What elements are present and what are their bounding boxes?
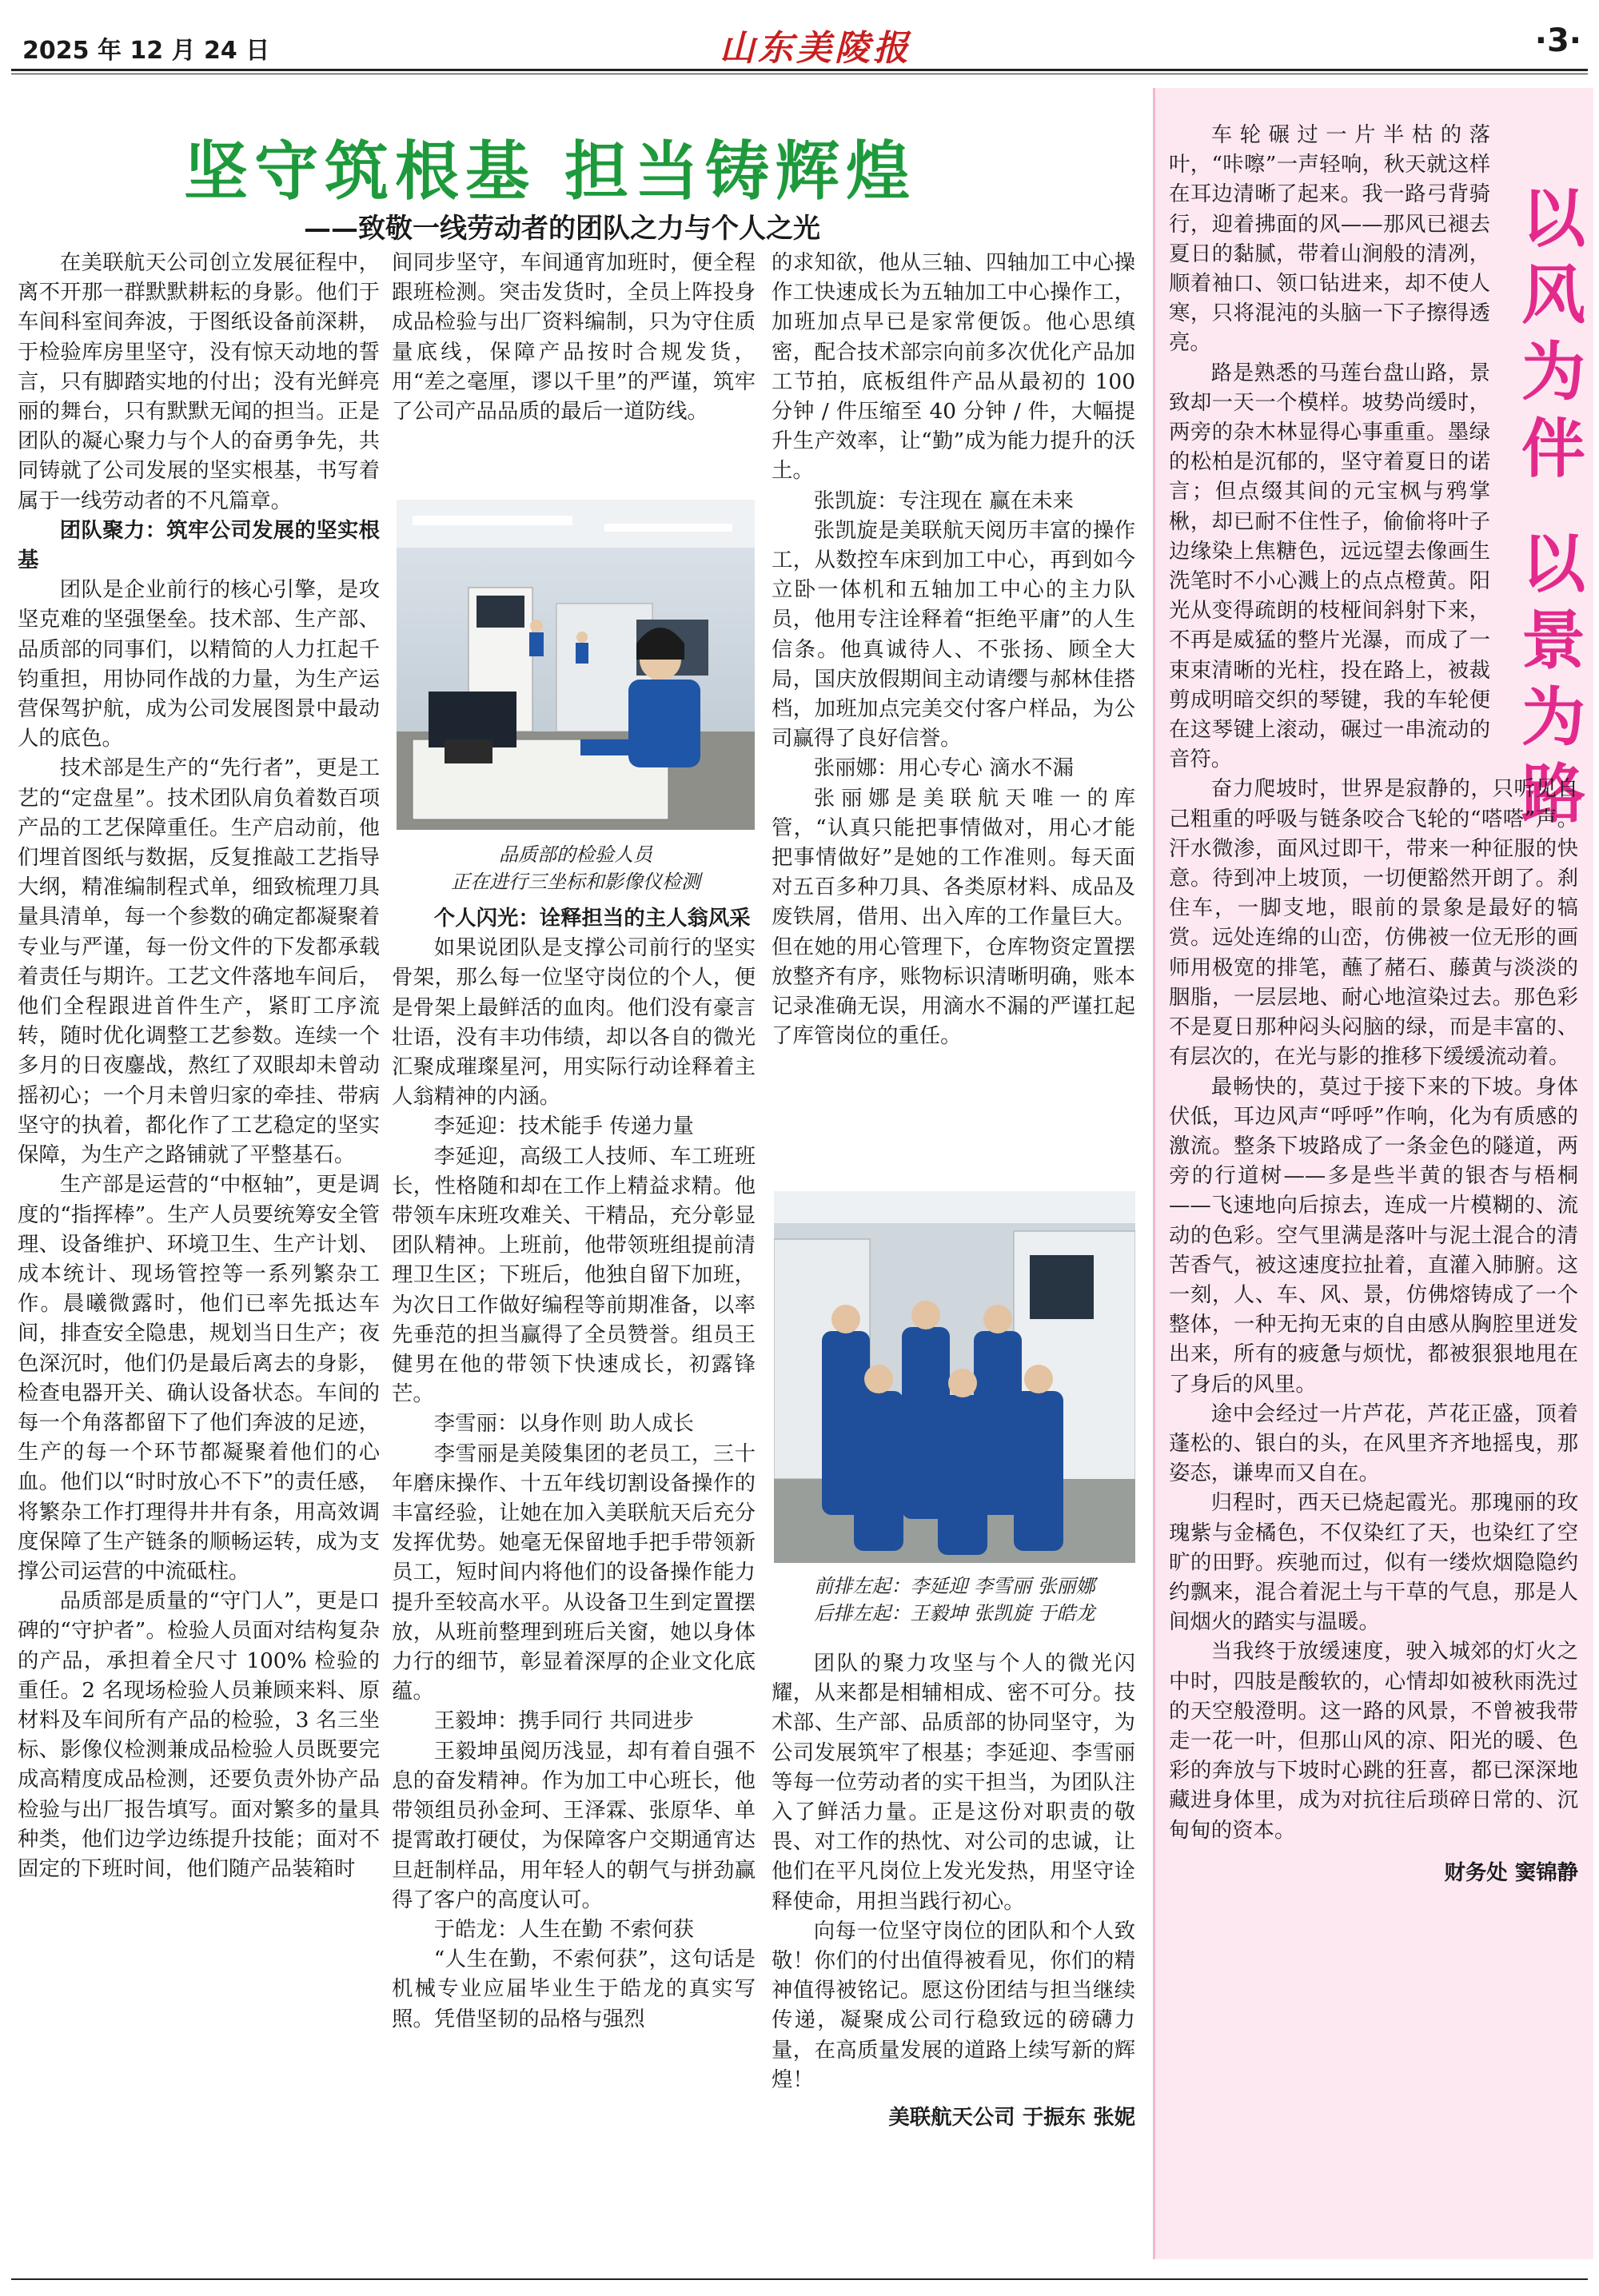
paragraph: 的求知欲，他从三轴、四轴加工中心操作工快速成长为五轴加工中心操作工，加班加点早已是家常便饭。他心思缜密，配合技术部宗向前多次优化产品加工节拍，底板组件产品从最初的 100 分钟 / 件压缩至 40 分钟 / 件，大幅提升生产效率，让“勤”成为能力提升的沃土。 bbox=[772, 250, 1135, 484]
article-title: 坚守筑根基 担当铸辉煌 bbox=[184, 134, 916, 209]
essay-body bbox=[1169, 120, 1578, 1887]
article-column-3-bottom bbox=[772, 1648, 1135, 2132]
issue-date: 2025 年 12 月 24 日 bbox=[22, 37, 270, 65]
article-subtitle: ——致敬一线劳动者的团队之力与个人之光 bbox=[304, 213, 820, 245]
profile-heading: 张凯旋：专注现在 赢在未来 bbox=[813, 488, 1074, 513]
vertical-title-char: 为 bbox=[1521, 334, 1585, 409]
article-column-1 bbox=[18, 248, 380, 1883]
header-rule bbox=[11, 69, 1588, 71]
vertical-title-char: 以 bbox=[1521, 181, 1585, 256]
profile-heading: 张丽娜：用心专心 滴水不漏 bbox=[813, 755, 1074, 781]
page-number: ·3· bbox=[1534, 22, 1581, 59]
essay-paragraph: 途中会经过一片芦花，芦花正盛，顶着蓬松的、银白的头，在风里齐齐地摇曳，那姿态，谦卑而又自在。 bbox=[1169, 1401, 1578, 1486]
article-column-2-top bbox=[392, 248, 756, 426]
essay-paragraph: 路是熟悉的马莲台盘山路，景致却一天一个模样。坡势尚缓时，两旁的杂木林显得心事重重。墨绿的松柏是沉郁的，坚守着夏日的诺言；但点缀其间的元宝枫与鸦掌楸，却已耐不住性子，偷偷将叶子边缘染上焦糖色，远远望去像画生洗笔时不小心溅上的点点橙黄。阳光从变得疏朗的枝桠间斜射下来，不再是威猛的整片光瀑，而成了一束束清晰的光柱，投在路上，被裁剪成明暗交织的琴键，我的车轮便在这琴键上滚动，碾过一串流动的音符。 bbox=[1169, 360, 1490, 772]
paragraph: 王毅坤虽阅历浅显，却有着自强不息的奋发精神。作为加工中心班长，他带领组员孙金珂、王泽霖、张原华、单提霄敢打硬仗，为保障客户交期通宵达旦赶制样品，用年轻人的朝气与拼劲赢得了客户的高度认可。 bbox=[392, 1738, 756, 1912]
footer-rule bbox=[11, 2278, 1588, 2280]
section-heading: 团队聚力：筑牢公司发展的坚实根基 bbox=[18, 517, 380, 573]
essay-paragraph: 当我终于放缓速度，驶入城郊的灯火之中时，四肢是酸软的，心情却如被秋雨洗过的天空般澄明。这一路的风景，不曾被我带走一花一叶，但那山风的凉、阳光的暖、色彩的奔放与下坡时心跳的狂喜，都已深深地藏进身体里，成为对抗往后琐碎日常的、沉甸甸的资本。 bbox=[1169, 1639, 1578, 1843]
paragraph: 品质部是质量的“守门人”，更是口碑的“守护者”。检验人员面对结构复杂的产品，承担着全尺寸 100% 检验的重任。2 名现场检验人员兼顾来料、原材料及车间所有产品的检验，3 名三坐标、影像仪检测兼成品检验人员既要完成高精度成品检测，还要负责外协产品检验与出厂报告填写。面对繁多的量具种类，他们边学边练提升技能；面对不固定的下班时间，他们随产品装箱时 bbox=[18, 1588, 380, 1881]
profile-heading: 于皓龙：人生在勤 不索何获 bbox=[433, 1916, 694, 1942]
paragraph: 向每一位坚守岗位的团队和个人致敬！你们的付出值得被看见，你们的精神值得被铭记。愿这份团结与担当继续传递，凝聚成公司行稳致远的磅礴力量，在高质量发展的道路上续写新的辉煌！ bbox=[772, 1918, 1135, 2092]
essay-paragraph: 归程时，西天已烧起霞光。那瑰丽的玫瑰紫与金橘色，不仅染红了天，也染红了空旷的田野。疾驰而过，似有一缕炊烟隐隐约约飘来，混合着泥土与干草的气息，那是人间烟火的踏实与温暖。 bbox=[1169, 1490, 1578, 1635]
vertical-title-char: 以 bbox=[1521, 526, 1585, 601]
essay-paragraph: 车轮碾过一片半枯的落叶，“咔嚓”一声轻响，秋天就这样在耳边清晰了起来。我一路弓背骑行，迎着拂面的风——那风已褪去夏日的黏腻，带着山涧般的清冽，顺着袖口、领口钻进来，却不使人寒，只将混沌的头脑一下子擦得透亮。 bbox=[1169, 122, 1490, 356]
paragraph: 如果说团队是支撑公司前行的坚实骨架，那么每一位坚守岗位的个人，便是骨架上最鲜活的血肉。他们没有豪言壮语，没有丰功伟绩，却以各自的微光汇聚成璀璨星河，用实际行动诠释着主人翁精神的内涵。 bbox=[392, 935, 756, 1110]
essay-paragraph: 最畅快的，莫过于接下来的下坡。身体伏低，耳边风声“呼呼”作响，化为有质感的激流。整条下坡路成了一条金色的隧道，两旁的行道树——多是些半黄的银杏与梧桐——飞速地向后掠去，连成一片模糊的、流动的色彩。空气里满是落叶与泥土混合的清苦香气，被这速度拉扯着，直灌入肺腑。这一刻，人、车、风、景，仿佛熔铸成了一个整体，一种无拘无束的自由感从胸腔里迸发出来，所有的疲惫与烦忧，都被狠狠地甩在了身后的风里。 bbox=[1169, 1074, 1578, 1397]
vertical-title-char: 伴 bbox=[1521, 411, 1585, 486]
profile-heading: 李雪丽：以身作则 助人成长 bbox=[433, 1411, 694, 1437]
article-signature: 美联航天公司 于振东 张妮 bbox=[888, 2105, 1135, 2131]
newspaper-logo: 山东美陵报 bbox=[720, 28, 911, 69]
caption-line-1: 品质部的检验人员 bbox=[499, 843, 652, 866]
paragraph: 张凯旋是美联航天阅历丰富的操作工，从数控车床到加工中心，再到如今立卧一体机和五轴加工中心的主力队员，他用专注诠释着“拒绝平庸”的人生信条。他真诚待人、不张扬、顾全大局，国庆放假期间主动请缨与郝林佳搭档，加班加点完美交付客户样品，为公司赢得了良好信誉。 bbox=[772, 517, 1135, 751]
caption-line-1: 前排左起：李延迎 李雪丽 张丽娜 bbox=[814, 1575, 1095, 1597]
paragraph: “人生在勤，不索何获”，这句话是机械专业应届毕业生于皓龙的真实写照。凭借坚韧的品格与强烈 bbox=[392, 1947, 756, 2031]
caption-line-2: 正在进行三坐标和影像仪检测 bbox=[451, 871, 700, 893]
inspection-photo-caption bbox=[397, 841, 755, 895]
caption-line-2: 后排左起：王毅坤 张凯旋 于皓龙 bbox=[814, 1602, 1095, 1624]
profile-heading: 李延迎：技术能手 传递力量 bbox=[433, 1114, 694, 1139]
paragraph: 张丽娜是美联航天唯一的库管，“认真只能把事情做对，用心才能把事情做好”是她的工作准则。每天面对五百多种刀具、各类原材料、成品及废铁屑，借用、出入库的工作量巨大。但在她的用心管理下，仓库物资定置摆放整齐有序，账物标识清晰明确，账本记录准确无误，用滴水不漏的严谨扛起了库管岗位的重任。 bbox=[772, 785, 1135, 1049]
paragraph: 生产部是运营的“中枢轴”，更是调度的“指挥棒”。生产人员要统筹安全管理、设备维护、环境卫生、生产计划、成本统计、现场管控等一系列繁杂工作。晨曦微露时，他们已率先抵达车间，排查安全隐患，规划当日生产；夜色深沉时，他们仍是最后离去的身影，检查电器开关、确认设备状态。车间的每一个角落都留下了他们奔波的足迹，生产的每一个环节都凝聚着他们的心血。他们以“时时放心不下”的责任感，将繁杂工作打理得井井有条，用高效调度保障了生产链条的顺畅运转，成为支撑公司运营的中流砥柱。 bbox=[18, 1172, 380, 1584]
inspection-photo bbox=[397, 500, 755, 830]
paragraph: 团队是企业前行的核心引擎，是攻坚克难的坚强堡垒。技术部、生产部、品质部的同事们，以精简的人力扛起千钧重担，用协同作战的力量，为生产运营保驾护航，成为公司发展图景中最动人的底色。 bbox=[18, 577, 380, 751]
profile-heading: 王毅坤：携手同行 共同进步 bbox=[433, 1708, 694, 1734]
team-photo-caption bbox=[774, 1573, 1135, 1627]
team-photo bbox=[774, 1191, 1135, 1563]
paragraph: 技术部是生产的“先行者”，更是工艺的“定盘星”。技术团队肩负着数百项产品的工艺保障重任。生产启动前，他们埋首图纸与数据，反复推敲工艺指导大纲，精准编制程式单，细致梳理刀具量具清单，每一个参数的确定都凝聚着专业与严谨，每一份文件的下发都承载着责任与期许。工艺文件落地车间后，他们全程跟进首件生产，紧盯工序流转，随时优化调整工艺参数。连续一个多月的日夜鏖战，熬红了双眼却未曾动摇初心；一个月未曾归家的牵挂、带病坚守的执着，都化作了工艺稳定的坚实保障，为生产之路铺就了平整基石。 bbox=[18, 755, 380, 1168]
article-column-2-bottom bbox=[392, 903, 756, 2034]
vertical-title-char: 风 bbox=[1521, 257, 1585, 333]
vertical-title-char: 景 bbox=[1521, 603, 1585, 678]
paragraph: 间同步坚守，车间通宵加班时，便全程跟班检测。突击发货时，全员上阵投身成品检验与出厂资料编制，只为守住质量底线，保障产品按时合规发货，用“差之毫厘，谬以千里”的严谨，筑牢了公司产品品质的最后一道防线。 bbox=[392, 250, 756, 425]
vertical-title-char: 路 bbox=[1521, 756, 1585, 831]
paragraph: 团队的聚力攻坚与个人的微光闪耀，从来都是相辅相成、密不可分。技术部、生产部、品质部的协同坚守，为公司发展筑牢了根基；李延迎、李雪丽等每一位劳动者的实干担当，为团队注入了鲜活力量。正是这份对职责的敬畏、对工作的热忱、对公司的忠诚，让他们在平凡岗位上发光发热，用坚守诠释使命，用担当践行初心。 bbox=[772, 1651, 1135, 1914]
paragraph: 李延迎，高级工人技师、车工班班长，性格随和却在工作上精益求精。他带领车床班攻难关、干精品，充分彰显团队精神。上班前，他带领班组提前清理卫生区；下班后，他独自留下加班，为次日工作做好编程等前期准备，以率先垂范的担当赢得了全员赞誉。组员王健男在他的带领下快速成长，初露锋芒。 bbox=[392, 1143, 756, 1407]
section-heading: 个人闪光：诠释担当的主人翁风采 bbox=[433, 906, 751, 931]
essay-paragraph: 奋力爬坡时，世界是寂静的，只听见自己粗重的呼吸与链条咬合飞轮的“嗒嗒”声。汗水微渗，面风过即干，带来一种征服的快意。待到冲上坡顶，一切便豁然开朗了。刹住车，一脚支地，眼前的景象是最好的犒赏。远处连绵的山峦，仿佛被一位无形的画师用极宽的排笔，蘸了赭石、藤黄与淡淡的胭脂，一层层地、耐心地渲染过去。那色彩不是夏日那种闷头闷脑的绿，而是丰富的、有层次的，在光与影的推移下缓缓流动着。 bbox=[1169, 776, 1578, 1070]
essay-signature: 财务处 窦锦静 bbox=[1444, 1860, 1578, 1885]
vertical-title-char: 为 bbox=[1521, 680, 1585, 755]
article-column-3-top bbox=[772, 248, 1135, 1050]
paragraph: 在美联航天公司创立发展征程中，离不开那一群默默耕耘的身影。他们于车间科室间奔波，于图纸设备前深耕，于检验库房里坚守，没有惊天动地的誓言，只有脚踏实地的付出；没有光鲜亮丽的舞台，只有默默无闻的担当。正是团队的凝心聚力与个人的奋勇争先，共同铸就了公司发展的坚实根基，书写着属于一线劳动者的不凡篇章。 bbox=[18, 250, 380, 513]
paragraph: 李雪丽是美陵集团的老员工，三十年磨床操作、十五年线切割设备操作的丰富经验，让她在加入美联航天后充分发挥优势。她毫无保留地手把手带领新员工，短时间内将他们的设备操作能力提升至较高水平。从设备卫生到定置摆放，从班前整理到班后关窗，她以身体力行的细节，彰显着深厚的企业文化底蕴。 bbox=[392, 1441, 756, 1704]
